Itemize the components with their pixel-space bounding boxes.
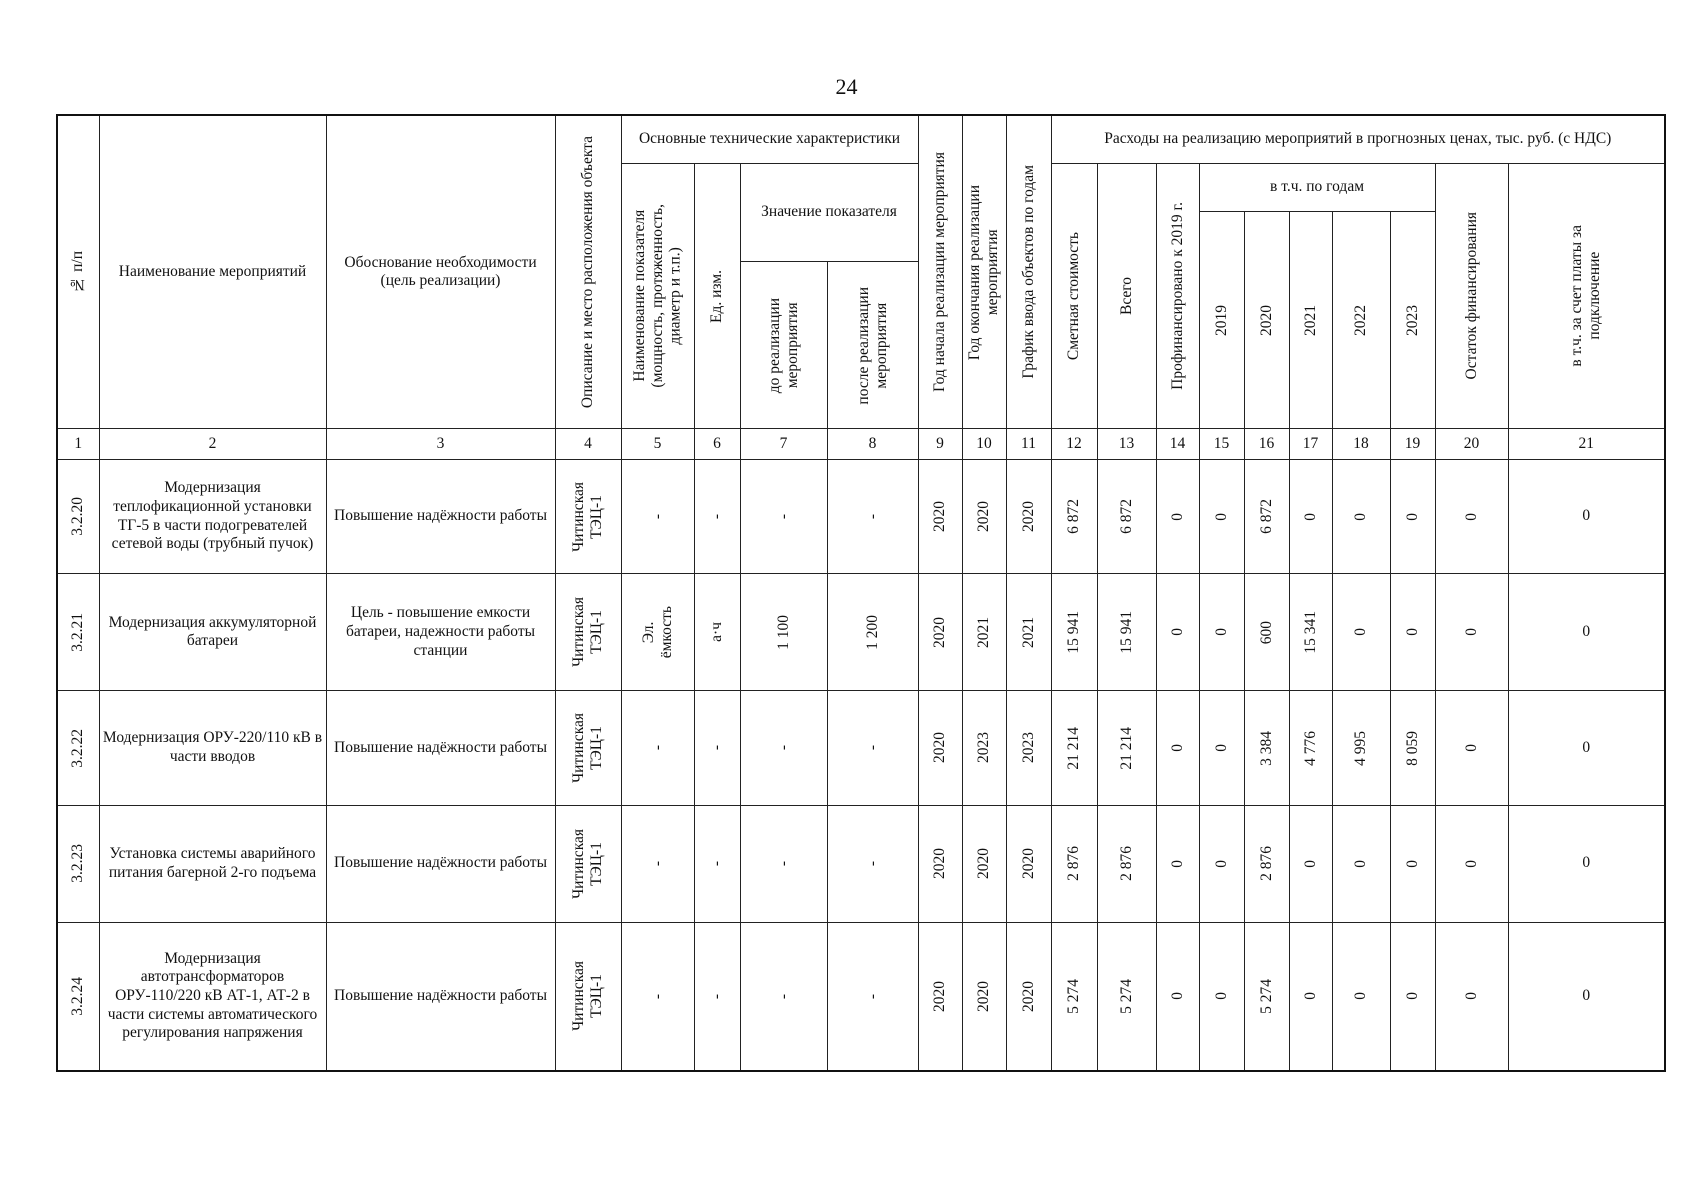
row-number: 3.2.21 (57, 574, 99, 691)
cost-2022: 0 (1332, 574, 1390, 691)
cost-2020: 3 384 (1244, 691, 1289, 806)
column-number: 10 (962, 429, 1006, 459)
cost-2023: 0 (1390, 805, 1435, 922)
value-before: 1 100 (740, 574, 827, 691)
column-number: 5 (621, 429, 694, 459)
start-year: 2020 (918, 691, 962, 806)
header-value: Значение показателя (740, 163, 918, 262)
cost-2022: 0 (1332, 922, 1390, 1071)
header-costs: Расходы на реализацию мероприятий в прогнозных ценах, тыс. руб. (с НДС) (1051, 115, 1665, 163)
param-name: - (621, 922, 694, 1071)
column-number: 15 (1199, 429, 1244, 459)
header-2023: 2023 (1390, 212, 1435, 429)
header-remainder: Остаток финансирования (1435, 163, 1508, 429)
cost-2022: 4 995 (1332, 691, 1390, 806)
header-name: Наименование мероприятий (99, 115, 326, 429)
header-start-year: Год начала реализации мероприятия (918, 115, 962, 429)
end-year: 2023 (962, 691, 1006, 806)
header-2021: 2021 (1289, 212, 1332, 429)
cost-2020: 5 274 (1244, 922, 1289, 1071)
value-after: - (827, 922, 918, 1071)
param-unit: - (694, 459, 740, 574)
cost-2021: 0 (1289, 805, 1332, 922)
object-location: Читинская ТЭЦ-1 (555, 691, 621, 806)
cost-2022: 0 (1332, 805, 1390, 922)
header-financed: Профинансировано к 2019 г. (1156, 163, 1199, 429)
value-after: - (827, 459, 918, 574)
header-before: до реализации мероприятия (740, 262, 827, 429)
total-cost: 2 876 (1097, 805, 1156, 922)
cost-2023: 8 059 (1390, 691, 1435, 806)
remainder-cost: 0 (1435, 691, 1508, 806)
total-cost: 5 274 (1097, 922, 1156, 1071)
table-body (57, 459, 1665, 1071)
cost-2021: 0 (1289, 459, 1332, 574)
row-number: 3.2.23 (57, 805, 99, 922)
commission-year: 2020 (1006, 805, 1051, 922)
total-cost: 21 214 (1097, 691, 1156, 806)
column-number: 8 (827, 429, 918, 459)
header-reason: Обоснование необходимости (цель реализации) (326, 115, 555, 429)
column-number: 6 (694, 429, 740, 459)
value-before: - (740, 691, 827, 806)
object-location: Читинская ТЭЦ-1 (555, 922, 621, 1071)
cost-2021: 4 776 (1289, 691, 1332, 806)
cost-2023: 0 (1390, 922, 1435, 1071)
object-location: Читинская ТЭЦ-1 (555, 805, 621, 922)
param-unit: - (694, 922, 740, 1071)
total-cost: 15 941 (1097, 574, 1156, 691)
connection-fee: 0 (1508, 805, 1665, 922)
header-2022: 2022 (1332, 212, 1390, 429)
table-row (57, 691, 1665, 806)
remainder-cost: 0 (1435, 922, 1508, 1071)
measure-name: Установка системы аварийного питания багерной 2-го подъема (99, 805, 326, 922)
header-param: Наименование показателя (мощность, протяженность, диаметр и т.п.) (621, 163, 694, 429)
end-year: 2020 (962, 805, 1006, 922)
column-number: 9 (918, 429, 962, 459)
column-number: 18 (1332, 429, 1390, 459)
end-year: 2020 (962, 922, 1006, 1071)
cost-2019: 0 (1199, 691, 1244, 806)
financed-2019: 0 (1156, 459, 1199, 574)
measure-reason: Повышение надёжности работы (326, 922, 555, 1071)
estimate-cost: 15 941 (1051, 574, 1097, 691)
header-2019: 2019 (1199, 212, 1244, 429)
estimate-cost: 21 214 (1051, 691, 1097, 806)
cost-2023: 0 (1390, 574, 1435, 691)
financed-2019: 0 (1156, 574, 1199, 691)
cost-2020: 2 876 (1244, 805, 1289, 922)
cost-2019: 0 (1199, 805, 1244, 922)
param-unit: а·ч (694, 574, 740, 691)
value-after: - (827, 805, 918, 922)
financed-2019: 0 (1156, 691, 1199, 806)
header-after: после реализации мероприятия (827, 262, 918, 429)
measure-name: Модернизация аккумуляторной батареи (99, 574, 326, 691)
value-after: - (827, 691, 918, 806)
header-connection: в т.ч. за счет платы за подключение (1508, 163, 1665, 429)
cost-2022: 0 (1332, 459, 1390, 574)
commission-year: 2021 (1006, 574, 1051, 691)
header-commission: График ввода объектов по годам (1006, 115, 1051, 429)
measure-reason: Повышение надёжности работы (326, 459, 555, 574)
total-cost: 6 872 (1097, 459, 1156, 574)
header-estimate: Сметная стоимость (1051, 163, 1097, 429)
value-before: - (740, 922, 827, 1071)
table-row (57, 922, 1665, 1071)
end-year: 2021 (962, 574, 1006, 691)
row-number: 3.2.24 (57, 922, 99, 1071)
start-year: 2020 (918, 805, 962, 922)
column-number: 3 (326, 429, 555, 459)
param-name: - (621, 805, 694, 922)
value-after: 1 200 (827, 574, 918, 691)
cost-2019: 0 (1199, 922, 1244, 1071)
measure-name: Модернизация автотрансформаторов ОРУ-110/220 кВ АТ-1, АТ-2 в части системы автоматического регулирования напряжения (99, 922, 326, 1071)
estimate-cost: 6 872 (1051, 459, 1097, 574)
column-number: 17 (1289, 429, 1332, 459)
column-number-row (57, 429, 1665, 459)
cost-2020: 600 (1244, 574, 1289, 691)
financed-2019: 0 (1156, 922, 1199, 1071)
header-end-year: Год окончания реализации мероприятия (962, 115, 1006, 429)
header-tech: Основные технические характеристики (621, 115, 918, 163)
column-number: 13 (1097, 429, 1156, 459)
cost-2019: 0 (1199, 574, 1244, 691)
object-location: Читинская ТЭЦ-1 (555, 459, 621, 574)
table-row (57, 805, 1665, 922)
value-before: - (740, 459, 827, 574)
object-location: Читинская ТЭЦ-1 (555, 574, 621, 691)
measure-reason: Цель - повышение емкости батареи, надежности работы станции (326, 574, 555, 691)
table-row (57, 574, 1665, 691)
commission-year: 2020 (1006, 459, 1051, 574)
param-name: - (621, 459, 694, 574)
cost-2021: 0 (1289, 922, 1332, 1071)
measure-reason: Повышение надёжности работы (326, 805, 555, 922)
start-year: 2020 (918, 922, 962, 1071)
remainder-cost: 0 (1435, 805, 1508, 922)
header-unit: Ед. изм. (694, 163, 740, 429)
connection-fee: 0 (1508, 574, 1665, 691)
column-number: 12 (1051, 429, 1097, 459)
column-number: 4 (555, 429, 621, 459)
column-number: 7 (740, 429, 827, 459)
param-name: Эл. ёмкость (621, 574, 694, 691)
header-num: № п/п (57, 115, 99, 429)
measure-name: Модернизация теплофикационной установки ТГ-5 в части подогревателей сетевой воды (трубный пучок) (99, 459, 326, 574)
header-total: Всего (1097, 163, 1156, 429)
param-unit: - (694, 691, 740, 806)
param-unit: - (694, 805, 740, 922)
measure-name: Модернизация ОРУ-220/110 кВ в части вводов (99, 691, 326, 806)
column-number: 16 (1244, 429, 1289, 459)
header-2020: 2020 (1244, 212, 1289, 429)
estimate-cost: 2 876 (1051, 805, 1097, 922)
connection-fee: 0 (1508, 691, 1665, 806)
estimate-cost: 5 274 (1051, 922, 1097, 1071)
remainder-cost: 0 (1435, 574, 1508, 691)
cost-2019: 0 (1199, 459, 1244, 574)
header-location: Описание и место расположения объекта (555, 115, 621, 429)
commission-year: 2023 (1006, 691, 1051, 806)
commission-year: 2020 (1006, 922, 1051, 1071)
connection-fee: 0 (1508, 922, 1665, 1071)
value-before: - (740, 805, 827, 922)
row-number: 3.2.20 (57, 459, 99, 574)
financed-2019: 0 (1156, 805, 1199, 922)
start-year: 2020 (918, 459, 962, 574)
remainder-cost: 0 (1435, 459, 1508, 574)
column-number: 11 (1006, 429, 1051, 459)
measure-reason: Повышение надёжности работы (326, 691, 555, 806)
cost-2020: 6 872 (1244, 459, 1289, 574)
column-number: 19 (1390, 429, 1435, 459)
param-name: - (621, 691, 694, 806)
row-number: 3.2.22 (57, 691, 99, 806)
cost-2023: 0 (1390, 459, 1435, 574)
page-number: 24 (835, 74, 858, 99)
connection-fee: 0 (1508, 459, 1665, 574)
column-number: 20 (1435, 429, 1508, 459)
column-number: 1 (57, 429, 99, 459)
cost-2021: 15 341 (1289, 574, 1332, 691)
start-year: 2020 (918, 574, 962, 691)
investment-table (56, 114, 1666, 1072)
column-number: 21 (1508, 429, 1665, 459)
end-year: 2020 (962, 459, 1006, 574)
column-number: 14 (1156, 429, 1199, 459)
column-number: 2 (99, 429, 326, 459)
table-row (57, 459, 1665, 574)
header-by-years: в т.ч. по годам (1199, 163, 1435, 211)
header-row-1 (57, 115, 1665, 163)
